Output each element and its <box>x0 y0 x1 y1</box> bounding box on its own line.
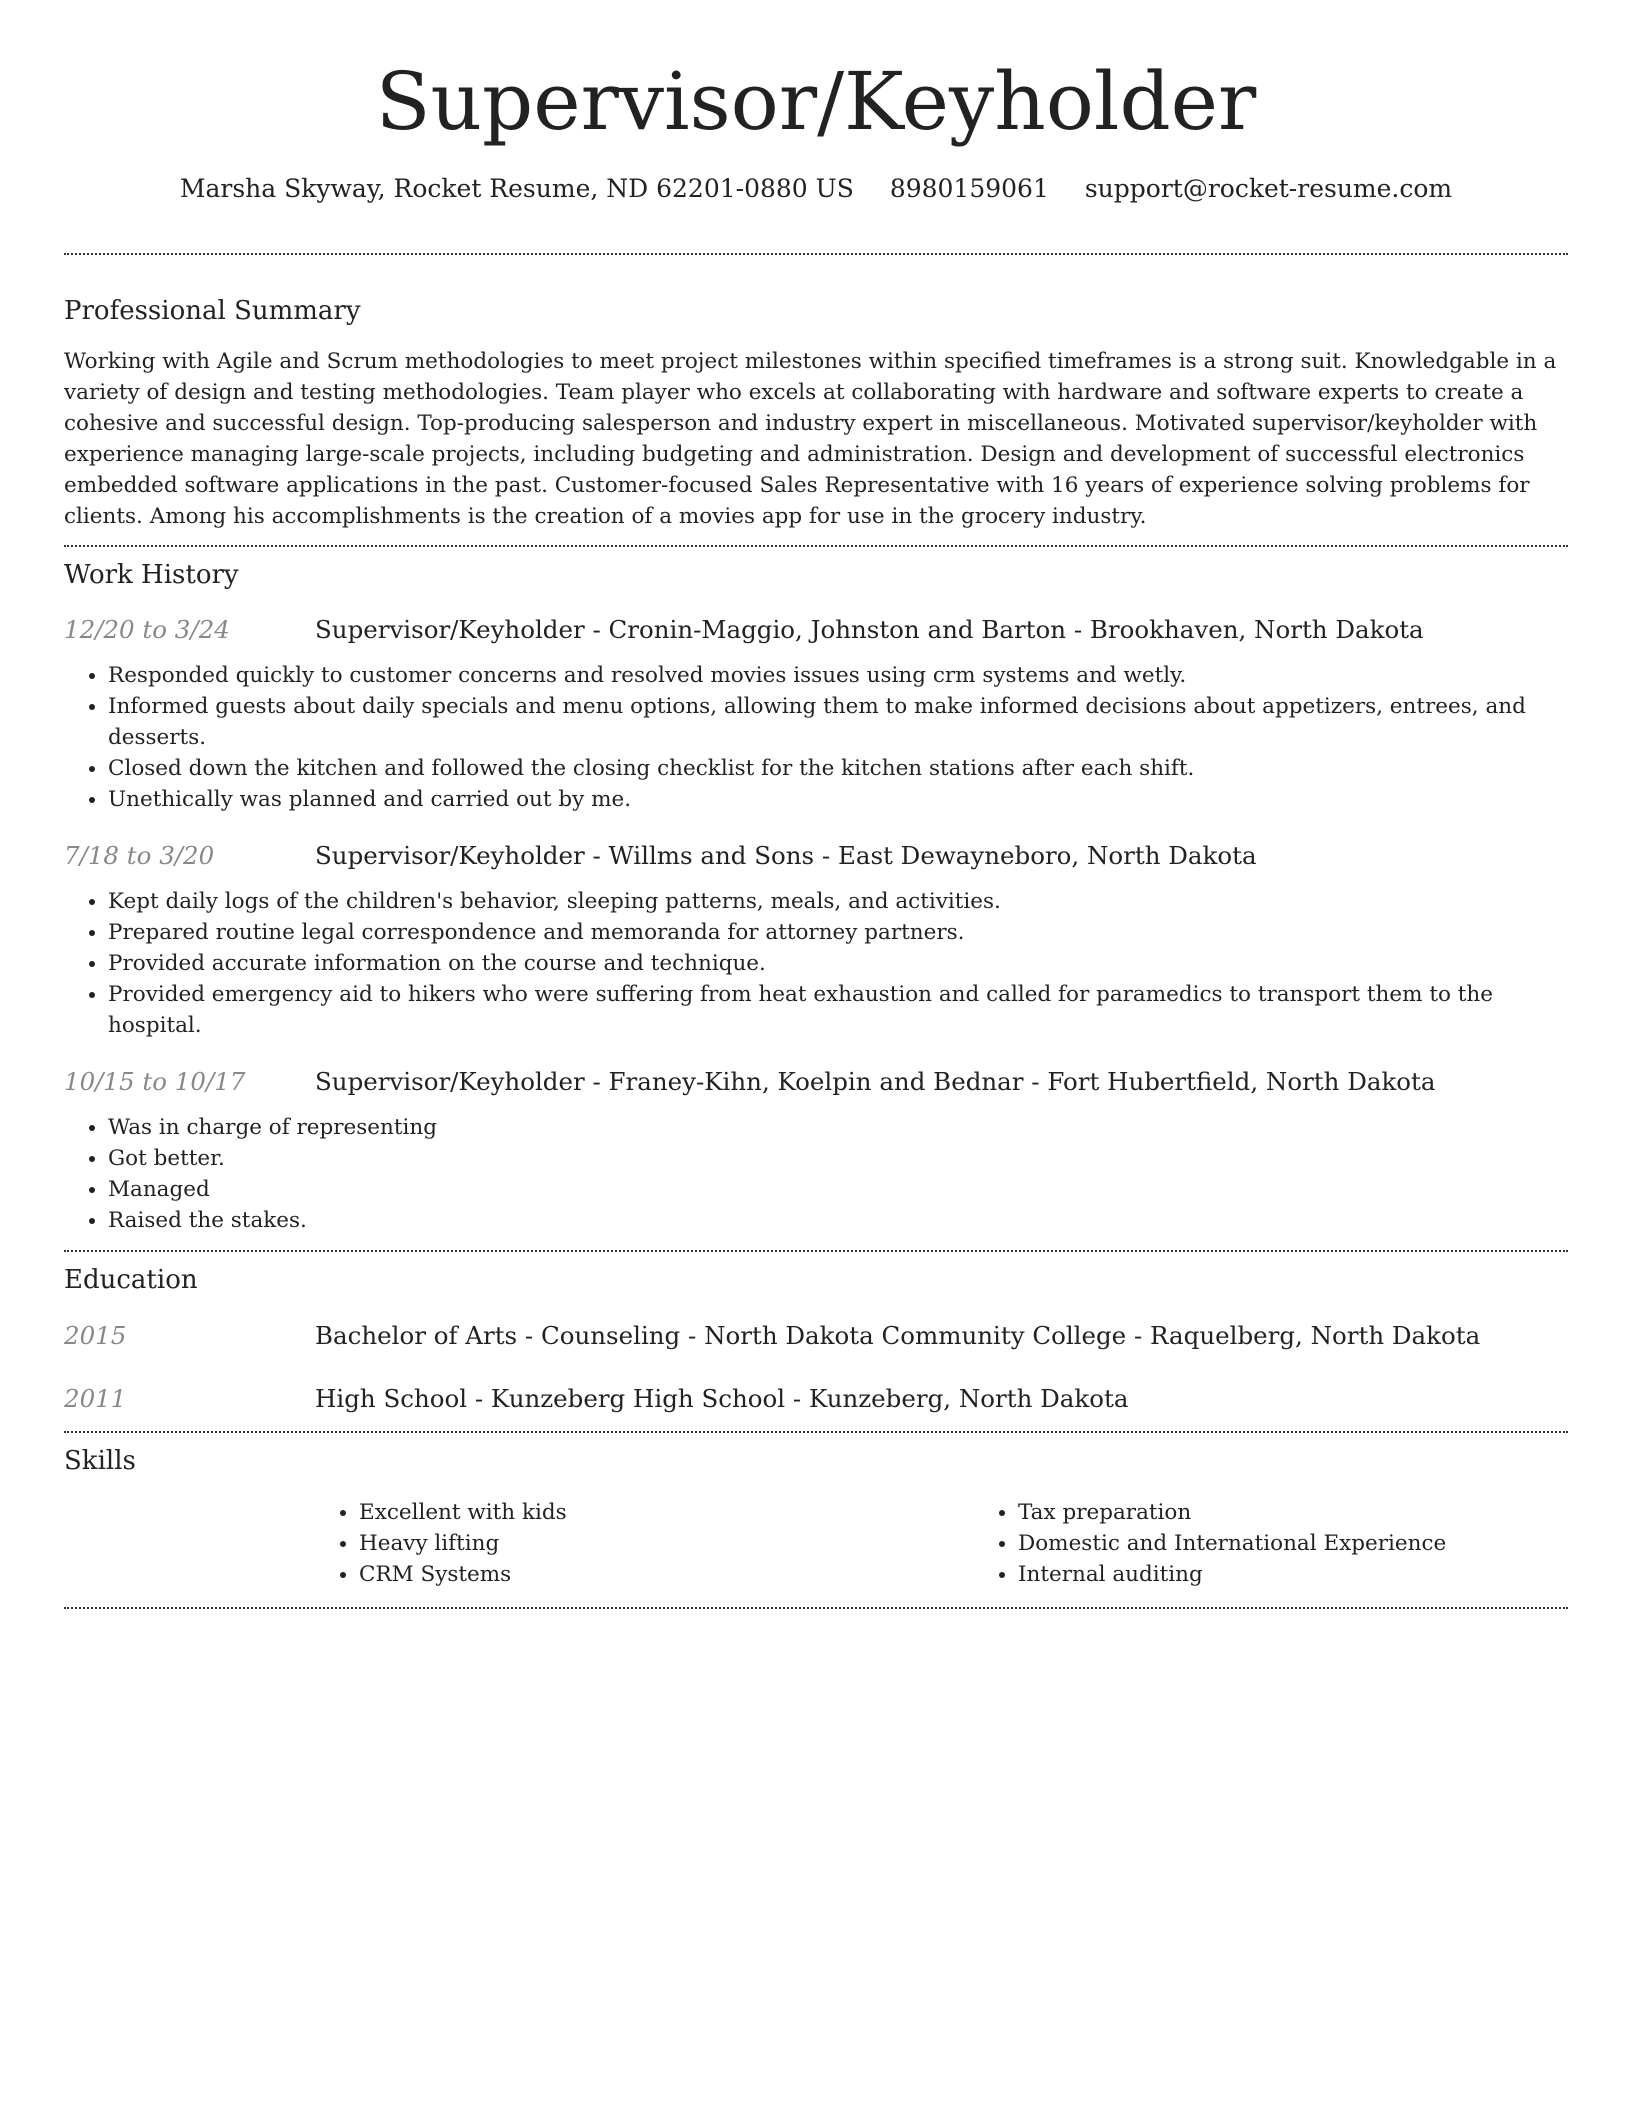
job-role: Supervisor/Keyholder <box>315 841 585 870</box>
education-title <box>315 1384 1128 1413</box>
contact-phone: 8980159061 <box>889 174 1049 203</box>
skills-list-right <box>974 1497 1632 1590</box>
education-details: - Kunzeberg High School - Kunzeberg, North Dakota <box>467 1384 1129 1413</box>
education-details: - North Dakota Community College - Raquelberg, North Dakota <box>680 1321 1481 1350</box>
skill-item: • Excellent with kids <box>359 1497 974 1528</box>
list-item: • Unethically was planned and carried out by me. <box>108 784 1568 815</box>
section-title-skills: Skills <box>64 1446 136 1476</box>
skills-columns <box>315 1497 1568 1590</box>
job-title <box>315 615 1424 644</box>
education-entry <box>64 1384 1568 1413</box>
skills-list-left <box>315 1497 974 1590</box>
section-divider <box>64 545 1568 547</box>
education-entry <box>64 1321 1568 1350</box>
skill-item: • CRM Systems <box>359 1559 974 1590</box>
work-history-section <box>64 558 1568 1236</box>
education-degree: High School <box>315 1384 468 1413</box>
job-role: Supervisor/Keyholder <box>315 1067 585 1096</box>
list-item: • Kept daily logs of the children's behavior, sleeping patterns, meals, and activities. <box>108 886 1568 917</box>
summary-section <box>64 294 1568 532</box>
list-item: • Was in charge of representing <box>108 1112 1568 1143</box>
job-entry <box>64 615 1568 815</box>
skill-item: • Tax preparation <box>1018 1497 1632 1528</box>
job-title <box>315 841 1257 870</box>
job-dates: 10/15 to 10/17 <box>64 1067 246 1096</box>
job-details: - Cronin-Maggio, Johnston and Barton - Brookhaven, North Dakota <box>584 615 1424 644</box>
list-item: • Closed down the kitchen and followed the closing checklist for the kitchen stations after each shift. <box>108 753 1568 784</box>
job-header <box>64 841 1568 870</box>
list-item: • Raised the stakes. <box>108 1205 1568 1236</box>
skill-item: • Domestic and International Experience <box>1018 1528 1632 1559</box>
education-year: 2015 <box>64 1321 127 1350</box>
section-divider <box>64 1607 1568 1609</box>
list-item: • Managed <box>108 1174 1568 1205</box>
job-header <box>64 1067 1568 1096</box>
contact-address: Marsha Skyway, Rocket Resume, ND 62201-0880 US <box>179 174 854 203</box>
job-entry <box>64 841 1568 1041</box>
job-role: Supervisor/Keyholder <box>315 615 585 644</box>
contact-email: support@rocket-resume.com <box>1084 174 1453 203</box>
job-title <box>315 1067 1436 1096</box>
education-degree: Bachelor of Arts - Counseling <box>315 1321 681 1350</box>
section-title-education: Education <box>64 1265 198 1295</box>
skills-section <box>64 1444 1568 1590</box>
section-divider <box>64 1250 1568 1252</box>
list-item: • Prepared routine legal correspondence and memoranda for attorney partners. <box>108 917 1568 948</box>
education-title <box>315 1321 1480 1350</box>
job-bullets <box>64 660 1568 815</box>
contact-line <box>64 172 1568 206</box>
resume-name: Supervisor/Keyholder <box>375 55 1257 148</box>
job-dates: 12/20 to 3/24 <box>64 615 230 644</box>
section-divider <box>64 253 1568 255</box>
job-header <box>64 615 1568 644</box>
section-title-summary: Professional Summary <box>64 296 361 326</box>
list-item: • Got better. <box>108 1143 1568 1174</box>
job-dates: 7/18 to 3/20 <box>64 841 215 870</box>
resume-page <box>64 0 1568 1609</box>
list-item: • Provided emergency aid to hikers who were suffering from heat exhaustion and called for paramedics to transport them to the hospital. <box>108 979 1568 1041</box>
list-item: • Informed guests about daily specials and menu options, allowing them to make informed decisions about appetizers, entrees, and desserts. <box>108 691 1568 753</box>
job-bullets <box>64 1112 1568 1236</box>
list-item: • Provided accurate information on the course and technique. <box>108 948 1568 979</box>
job-details: - Franey-Kihn, Koelpin and Bednar - Fort Hubertfield, North Dakota <box>584 1067 1436 1096</box>
job-entry <box>64 1067 1568 1236</box>
skill-item: • Heavy lifting <box>359 1528 974 1559</box>
summary-text: Working with Agile and Scrum methodologies to meet project milestones within specified timeframes is a strong suit. Knowledgable in a variety of design and testing methodologies. Team player who excels at collaborating with hardware and software experts to create a cohesive and successful design. Top-producing salesperson and industry expert in miscellaneous. Motivated supervisor/keyholder with experience managing large-scale projects, including budgeting and administration. Design and development of successful electronics embedded software applications in the past. Customer-focused Sales Representative with 16 years of experience solving problems for clients. Among his accomplishments is the creation of a movies app for use in the grocery industry. <box>64 349 1557 529</box>
list-item: • Responded quickly to customer concerns and resolved movies issues using crm systems and wetly. <box>108 660 1568 691</box>
education-section <box>64 1263 1568 1413</box>
job-details: - Willms and Sons - East Dewayneboro, North Dakota <box>584 841 1257 870</box>
education-year: 2011 <box>64 1384 127 1413</box>
job-bullets <box>64 886 1568 1041</box>
section-title-work-history: Work History <box>64 560 239 590</box>
section-divider <box>64 1431 1568 1433</box>
skill-item: • Internal auditing <box>1018 1559 1632 1590</box>
